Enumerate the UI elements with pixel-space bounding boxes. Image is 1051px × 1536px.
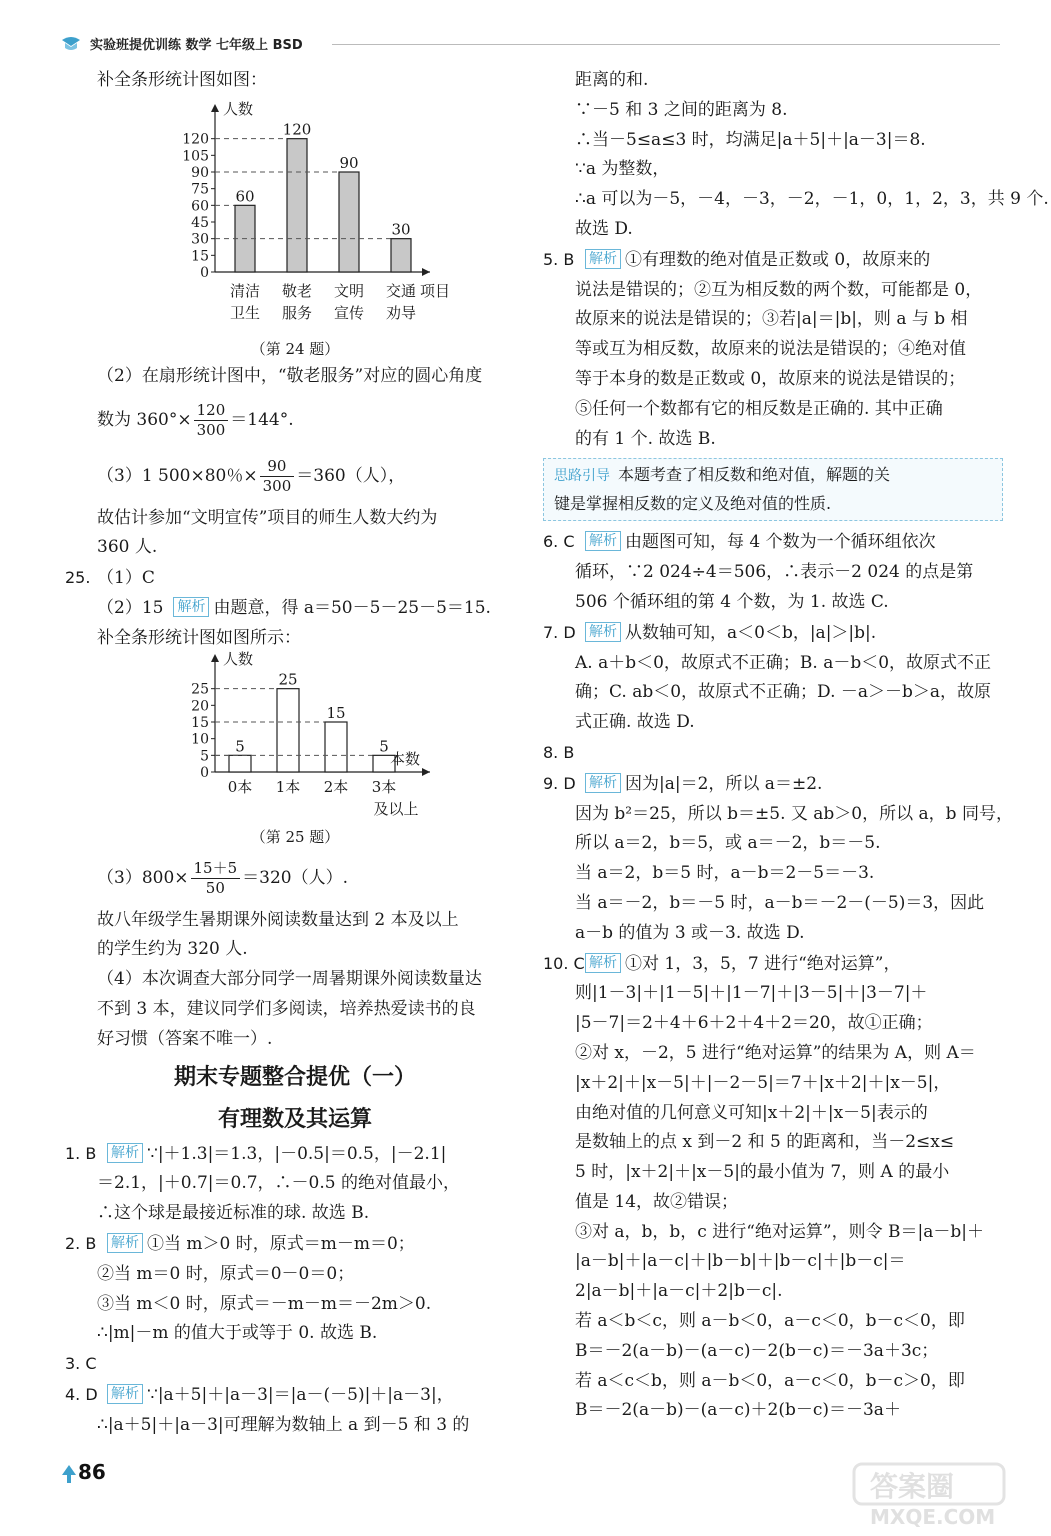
bar-chart-q25 [175, 649, 435, 824]
analysis-tag: 解析 [173, 597, 209, 617]
question-number: 10. C [543, 953, 585, 973]
analysis-text: 由题意，得 a＝50－5－25－5＝15. [213, 597, 491, 618]
bar-value-label: 120 [282, 120, 312, 139]
y-axis-label: 人数 [223, 649, 254, 668]
text-line: |5－7|＝2＋4＋6＋2＋4＋2＝20，故①正确； [575, 1013, 933, 1034]
formula-line [65, 392, 525, 448]
analysis-tag: 解析 [107, 1233, 143, 1253]
text-line: 不到 3 本，建议同学们多阅读，培养热爱读书的良 [97, 998, 476, 1019]
text-line: 等于本身的数是正数或 0，故原来的说法是错误的； [575, 368, 966, 389]
question-number: 7. D [543, 622, 576, 642]
question-4 [65, 1380, 525, 1411]
analysis-text: 由题图可知，每 4 个数为一个循环组依次 [625, 532, 936, 553]
text-line: （2）在扇形统计图中，“敬老服务”对应的圆心角度 [97, 365, 483, 386]
text-line: 故原来的说法是错误的；③若|a|＝|b|，则 a 与 b 相 [575, 309, 968, 330]
bar [277, 688, 299, 771]
text-line: 若 a＜c＜b，则 a－b＜0，a－c＜0，b－c＞0，即 [575, 1370, 965, 1391]
bar [339, 172, 359, 272]
x-tick-label: 交通 [385, 281, 417, 300]
bar-value-label: 5 [379, 736, 389, 755]
chart-caption-q25: （第 25 题） [250, 827, 340, 846]
header-rule [332, 44, 1000, 45]
tip-label: 思路引导 [554, 468, 610, 485]
page-number [60, 1458, 106, 1486]
bar-value-label: 90 [339, 153, 359, 172]
question-25 [65, 563, 525, 594]
analysis-tag: 解析 [107, 1384, 143, 1404]
y-tick-label: 75 [191, 181, 209, 198]
page-header [60, 32, 1000, 56]
analysis-text: 因为|a|＝2，所以 a＝±2. [625, 773, 823, 794]
bar-value-label: 25 [278, 670, 298, 689]
book-logo-icon [60, 34, 82, 52]
x-axis-arrow-icon [422, 768, 430, 776]
tip-line: 键是掌握相反数的定义及绝对值的性质. [554, 494, 832, 514]
y-axis-arrow-icon [211, 654, 219, 662]
x-axis-label: 本数 [390, 749, 421, 768]
analysis-text: ∵|＋1.3|＝1.3，|－0.5|＝0.5，|－2.1| [147, 1143, 447, 1164]
x-tick-label: 卫生 [229, 303, 261, 322]
text-line: ∴|m|－m 的值大于或等于 0. 故选 B. [97, 1323, 378, 1344]
text-line: 确；C. ab＜0，故原式不正确；D. －a＞－b＞a，故原 [575, 682, 992, 703]
text-line: B＝－2(a－b)－(a－c)＋2(b－c)＝－3a＋ [575, 1400, 901, 1421]
text-line: ⑤任何一个数都有它的相反数是正确的. 其中正确 [575, 398, 943, 419]
fraction [194, 401, 229, 440]
x-tick-label: 1本 [275, 777, 301, 796]
text-line: 506 个循环组的第 4 个数，为 1. 故选 C. [575, 591, 889, 612]
x-tick-label: 敬老 [281, 281, 313, 300]
formula-text: ＝360（人）， [296, 465, 406, 486]
text-line: 360 人. [97, 537, 158, 558]
analysis-tag: 解析 [585, 773, 621, 793]
fraction-numerator: 120 [194, 401, 229, 421]
bar-chart-q24 [175, 96, 451, 336]
x-tick-label: 宣传 [333, 303, 365, 322]
bar-value-label: 5 [235, 736, 245, 755]
y-tick-label: 20 [191, 697, 209, 714]
bar-value-label: 60 [235, 187, 255, 206]
text-line: ∵a 为整数， [575, 159, 670, 180]
text-line: ②当 m＝0 时，原式＝0－0＝0； [97, 1263, 355, 1284]
formula-text: ＝144°. [230, 409, 294, 430]
text-line: ③当 m＜0 时，原式＝－m－m＝－2m＞0. [97, 1293, 432, 1314]
tip-line [554, 461, 992, 490]
y-tick-label: 15 [191, 714, 209, 731]
fraction [260, 457, 295, 496]
bar [325, 722, 347, 772]
text-line: 等或互为相反数，故原来的说法是错误的；④绝对值 [575, 339, 966, 360]
question-9 [543, 769, 1003, 800]
text-line: |x＋2|＋|x－5|＋|－2－5|＝7＋|x＋2|＋|x－5|， [575, 1072, 951, 1093]
y-tick-label: 0 [200, 264, 209, 281]
formula-line [65, 850, 525, 906]
y-axis-label: 人数 [223, 99, 254, 118]
x-tick-label: 劝导 [385, 303, 417, 322]
text-line: 好习惯（答案不唯一）. [97, 1028, 273, 1049]
text-line: ＝2.1，|＋0.7|＝0.7，∴－0.5 的绝对值最小， [97, 1173, 461, 1194]
text-line: 因为 b²＝25，所以 b＝±5. 又 ab＞0，所以 a，b 同号， [575, 803, 1013, 824]
text-line: |a－b|＋|a－c|＋|b－b|＋|b－c|＋|b－c|＝ [575, 1251, 906, 1272]
y-tick-label: 30 [191, 231, 209, 248]
x-axis-arrow-icon [422, 268, 430, 276]
fraction-numerator: 90 [260, 457, 295, 477]
y-tick-label: 5 [200, 747, 209, 764]
text-line: 补全条形统计图如图： [97, 70, 267, 90]
analysis-tag: 解析 [107, 1143, 143, 1163]
y-tick-label: 10 [191, 731, 209, 748]
text-line: 是数轴上的点 x 到－2 和 5 的距离和，当－2≤x≤ [575, 1132, 955, 1153]
answer-text: （2）15 [97, 597, 164, 618]
text-line: ∴a 可以为－5，－4，－3，－2，－1，0，1，2，3，共 9 个. [575, 189, 1049, 210]
x-tick-label: 文明 [333, 281, 365, 300]
text-line: 补全条形统计图如图所示： [97, 627, 301, 648]
text-line: 若 a＜b＜c，则 a－b＜0，a－c＜0，b－c＜0，即 [575, 1311, 965, 1332]
text-line: ③对 a，b，b，c 进行“绝对运算”，则令 B＝|a－b|＋ [575, 1221, 984, 1242]
text-line: 故估计参加“文明宣传”项目的师生人数大约为 [97, 507, 438, 528]
text-line: 当 a＝2，b＝5 时，a－b＝2－5＝－3. [575, 863, 875, 884]
text-line: 说法是错误的；②互为相反数的两个数，可能都是 0， [575, 279, 983, 300]
text-line: 5 时，|x＋2|＋|x－5|的最小值为 7，则 A 的最小 [575, 1162, 950, 1183]
text-line: ∵－5 和 3 之间的距离为 8. [575, 99, 788, 120]
question-number: 2. B [65, 1233, 97, 1253]
bar [287, 138, 307, 271]
page-number-text: 86 [78, 1460, 106, 1484]
text-line: 的学生约为 320 人. [97, 939, 248, 960]
x-tick-sublabel: 及以上 [373, 799, 419, 818]
text-line: ∴这个球是最接近标准的球. 故选 B. [97, 1203, 370, 1224]
question-5 [543, 245, 1003, 276]
text-line: 2|a－b|＋|a－c|＋2|b－c|. [575, 1281, 783, 1302]
text-line: 距离的和. [575, 70, 649, 90]
question-1 [65, 1139, 525, 1170]
text-line: 式正确. 故选 D. [575, 712, 695, 733]
question-number: 25. [65, 568, 91, 588]
bar [391, 238, 411, 271]
question-number: 8. B [543, 742, 575, 762]
tip-text: 本题考查了相反数和绝对值，解题的关 [618, 465, 891, 485]
fraction-denominator: 300 [196, 420, 226, 439]
question-2 [65, 1229, 525, 1260]
y-axis-arrow-icon [211, 104, 219, 112]
tip-box [543, 458, 1003, 521]
bar-value-label: 15 [326, 703, 346, 722]
bar-value-label: 30 [391, 220, 411, 239]
analysis-tag: 解析 [585, 953, 621, 973]
x-tick-label: 服务 [281, 303, 313, 322]
formula-text: （3）1 500×80％× [97, 465, 258, 486]
section-subtitle: 有理数及其运算 [217, 1106, 372, 1132]
fraction-denominator: 50 [205, 878, 225, 897]
y-tick-label: 120 [182, 131, 209, 148]
y-tick-label: 45 [191, 214, 209, 231]
formula-text: （3）800× [97, 867, 189, 888]
left-column [65, 66, 525, 1441]
text-line: 所以 a＝2，b＝5，或 a＝－2，b＝－5. [575, 833, 881, 854]
analysis-text: ∵|a＋5|＋|a－3|＝|a－(－5)|＋|a－3|， [147, 1384, 454, 1405]
y-tick-label: 25 [191, 681, 209, 698]
text-line: 的有 1 个. 故选 B. [575, 428, 716, 449]
text-line: （4）本次调查大部分同学一周暑期课外阅读数量达 [97, 969, 482, 990]
question-number: 4. D [65, 1384, 98, 1404]
question-number: 5. B [543, 249, 575, 269]
analysis-tag: 解析 [585, 622, 621, 642]
text-line: 循环，∵2 024÷4＝506，∴表示－2 024 的点是第 [575, 562, 974, 583]
text-line: 值是 14，故②错误； [575, 1191, 739, 1212]
analysis-text: 从数轴可知，a＜0＜b，|a|＞|b|. [625, 622, 877, 643]
text-line: 则|1－3|＋|1－5|＋|1－7|＋|3－5|＋|3－7|＋ [575, 983, 928, 1004]
y-tick-label: 0 [200, 764, 209, 781]
question-number: 1. B [65, 1143, 97, 1163]
text-line: B＝－2(a－b)－(a－c)－2(b－c)＝－3a＋3c； [575, 1340, 939, 1361]
question-number: 3. C [65, 1354, 97, 1374]
x-tick-label: 3本 [371, 777, 397, 796]
header-title: 实验班提优训练 数学 七年级上 BSD [90, 38, 303, 53]
chart-caption-q24: （第 24 题） [250, 339, 340, 358]
bar [229, 755, 251, 772]
svg-text:MXQE.COM: MXQE.COM [870, 1505, 996, 1529]
analysis-tag: 解析 [585, 249, 621, 269]
y-tick-label: 105 [182, 148, 209, 165]
x-tick-label: 清洁 [229, 281, 261, 300]
text-line: ②对 x，－2，5 进行“绝对运算”的结果为 A，则 A＝ [575, 1042, 976, 1063]
y-tick-label: 15 [191, 248, 209, 265]
watermark-logo [850, 1460, 1020, 1530]
question-3 [65, 1349, 525, 1380]
question-10 [543, 949, 1003, 980]
question-number: 9. D [543, 773, 576, 793]
fraction [191, 859, 241, 898]
fraction-numerator: 15＋5 [191, 859, 241, 879]
question-7 [543, 618, 1003, 649]
text-line: 当 a＝－2，b＝－5 时，a－b＝－2－(－5)＝3，因此 [575, 892, 985, 913]
y-tick-label: 90 [191, 164, 209, 181]
question-8 [543, 738, 1003, 769]
analysis-text: ①当 m＞0 时，原式＝m－m＝0； [147, 1233, 415, 1254]
formula-text: ＝320（人）. [242, 867, 349, 888]
text-line: 故八年级学生暑期课外阅读数量达到 2 本及以上 [97, 909, 459, 930]
text-line: A. a＋b＜0，故原式不正确；B. a－b＜0，故原式不正 [575, 652, 992, 673]
question-number: 6. C [543, 532, 575, 552]
text-line: ∴当－5≤a≤3 时，均满足|a＋5|＋|a－3|＝8. [575, 129, 926, 150]
analysis-tag: 解析 [585, 531, 621, 551]
answer-text: （1）C [97, 568, 155, 589]
formula-line [65, 448, 525, 504]
text-line: a－b 的值为 3 或－3. 故选 D. [575, 922, 805, 943]
y-tick-label: 60 [191, 198, 209, 215]
text-line: 故选 D. [575, 218, 633, 239]
analysis-text: ①有理数的绝对值是正数或 0，故原来的 [625, 249, 931, 270]
x-axis-label: 项目 [420, 281, 451, 300]
page-number-leaf-icon [60, 1461, 78, 1485]
x-tick-label: 0本 [227, 777, 253, 796]
formula-text: 数为 360°× [97, 409, 192, 430]
text-line [65, 594, 525, 624]
text-line: ∴|a＋5|＋|a－3|可理解为数轴上 a 到－5 和 3 的 [97, 1414, 470, 1435]
svg-text:答案圈: 答案圈 [870, 1470, 955, 1503]
analysis-text: ①对 1，3，5，7 进行“绝对运算”， [625, 953, 901, 974]
text-line: 由绝对值的几何意义可知|x＋2|＋|x－5|表示的 [575, 1102, 928, 1123]
x-tick-label: 2本 [323, 777, 349, 796]
fraction-denominator: 300 [262, 476, 292, 495]
question-6 [543, 527, 1003, 558]
section-title: 期末专题整合提优（一） [173, 1064, 416, 1090]
right-column [543, 66, 1049, 1426]
